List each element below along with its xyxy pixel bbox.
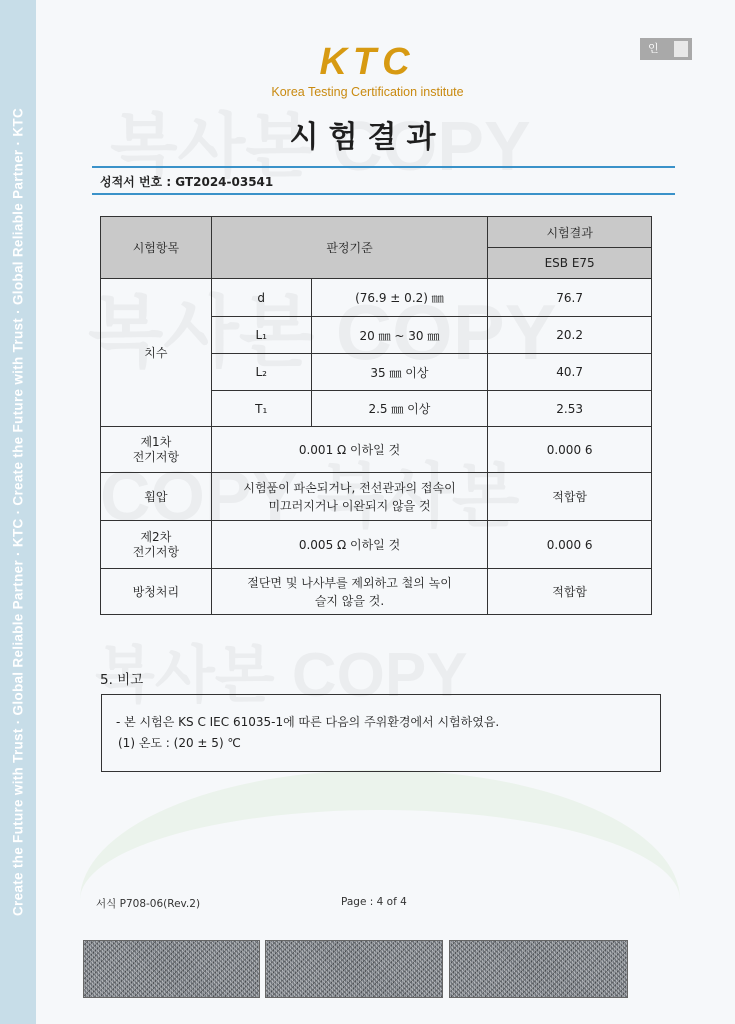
form-number: 서식 P708-06(Rev.2) (96, 898, 201, 910)
cell-dimension-result: 2.53 (488, 391, 652, 427)
divider-rule (92, 166, 675, 168)
cell-criteria-second-resistance: 0.005 Ω 이하일 것 (211, 521, 487, 569)
page-number: Page : 4 of 4 (341, 896, 407, 908)
cell-dimension-symbol: T₁ (211, 391, 311, 427)
cell-result-second-resistance: 0.000 6 (488, 521, 652, 569)
security-pattern-strip (83, 940, 260, 998)
cell-dimension-symbol: d (211, 279, 311, 317)
seal-stamp-label: 인 (648, 42, 659, 55)
ktc-logo-mark: KTC (319, 41, 416, 83)
security-pattern-strip (449, 940, 628, 998)
cell-dimension-criteria: 20 ㎜ ~ 30 ㎜ (311, 317, 488, 354)
cell-result-bending: 적합함 (488, 473, 652, 521)
cell-criteria-rust-proofing: 절단면 및 나사부를 제외하고 철의 녹이 슬지 않을 것. (211, 569, 487, 615)
remark-line: - 본 시험은 KS C IEC 61035-1에 따른 다음의 주위환경에서 시험하였음. (116, 715, 500, 729)
cell-dimension-symbol: L₁ (211, 317, 311, 354)
security-pattern-strip (265, 940, 443, 998)
cell-criteria-first-resistance: 0.001 Ω 이하일 것 (211, 427, 487, 473)
remarks-box (101, 694, 661, 772)
cell-dimension-symbol: L₂ (211, 354, 311, 391)
ktc-logo-subtitle: Korea Testing Certification institute (271, 85, 464, 99)
cell-criteria-bending: 시험품이 파손되거나, 전선관과의 접속이 미끄러지거나 이완되지 않을 것 (211, 473, 487, 521)
header-criteria: 판정기준 (211, 217, 487, 279)
header-sample: ESB E75 (488, 248, 652, 279)
cell-dimension-criteria: 2.5 ㎜ 이상 (311, 391, 488, 427)
cell-dimension-criteria: (76.9 ± 0.2) ㎜ (311, 279, 488, 317)
cell-dimension-result: 40.7 (488, 354, 652, 391)
cell-result-first-resistance: 0.000 6 (488, 427, 652, 473)
cell-dimension-result: 20.2 (488, 317, 652, 354)
header-result: 시험결과 (488, 217, 652, 248)
cell-dimension-criteria: 35 ㎜ 이상 (311, 354, 488, 391)
cell-item-first-resistance: 제1차 전기저항 (101, 427, 212, 473)
remark-line: (1) 온도 : (20 ± 5) ℃ (118, 736, 241, 750)
cell-item-rust-proofing: 방청처리 (101, 569, 212, 615)
cell-item-second-resistance: 제2차 전기저항 (101, 521, 212, 569)
cell-result-rust-proofing: 적합함 (488, 569, 652, 615)
cell-item-bending: 휨압 (101, 473, 212, 521)
remarks-heading: 5. 비고 (100, 672, 144, 688)
divider-rule (92, 193, 675, 195)
ktc-logo (0, 40, 735, 99)
cell-item-dimensions: 치수 (101, 279, 212, 427)
cell-dimension-result: 76.7 (488, 279, 652, 317)
page-title: 시험결과 (289, 120, 446, 155)
side-banner-text: Create the Future with Trust · Global Reliable Partner · KTC · Create the Future with Trust · Global Reliable Partner · KTC (10, 108, 26, 917)
certificate-number: 성적서 번호 : GT2024-03541 (100, 175, 274, 189)
header-test-item: 시험항목 (101, 217, 212, 279)
test-results-table (100, 216, 652, 615)
